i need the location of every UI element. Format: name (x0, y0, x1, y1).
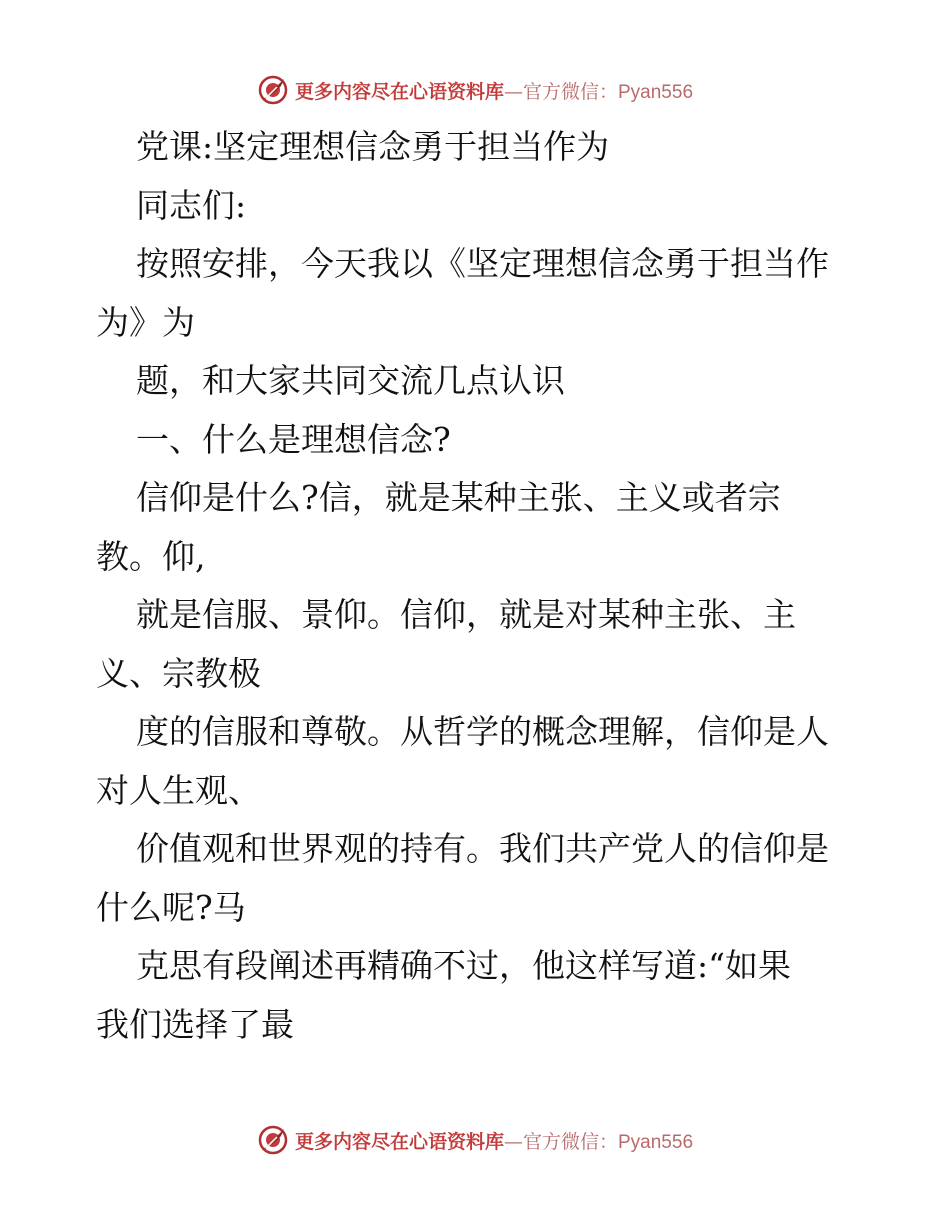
banner-wechat-id: Pyan556 (618, 1131, 694, 1153)
document-line: 克思有段阐述再精确不过，他这样写道:“如果 (136, 946, 791, 985)
document-line: 什么呢?马 (96, 887, 246, 927)
library-logo-icon (257, 1124, 289, 1156)
banner-main-text: 更多内容尽在心语资料库 (294, 1130, 504, 1153)
banner-main-text: 更多内容尽在心语资料库 (294, 80, 504, 103)
library-logo-icon (257, 74, 289, 106)
document-line: 题，和大家共同交流几点认识 (136, 361, 565, 400)
document-line: 为》为 (96, 302, 195, 342)
header-banner (0, 70, 950, 110)
header-banner-content (257, 74, 693, 106)
document-line: 一、什么是理想信念? (136, 419, 451, 459)
document-line: 对人生观、 (96, 770, 261, 810)
banner-text (295, 1127, 693, 1154)
document-line: 党课:坚定理想信念勇于担当作为 (136, 127, 610, 166)
banner-official-label: 官方微信： (522, 1130, 618, 1153)
document-line: 同志们: (136, 185, 247, 225)
document-line: 就是信服、景仰。信仰，就是对某种主张、主 (136, 595, 796, 634)
banner-wechat-id: Pyan556 (618, 81, 694, 103)
document-line: 我们选择了最 (96, 1004, 294, 1044)
banner-dash: — (503, 1130, 523, 1153)
document-line: 度的信服和尊敬。从哲学的概念理解，信仰是人 (136, 712, 829, 751)
footer-banner (0, 1120, 950, 1160)
footer-banner-content (257, 1124, 693, 1156)
document-line: 价值观和世界观的持有。我们共产党人的信仰是 (136, 829, 829, 868)
banner-dash: — (503, 80, 523, 103)
document-line: 义、宗教极 (96, 653, 261, 693)
banner-official-label: 官方微信： (522, 80, 618, 103)
document-body (96, 118, 866, 1054)
banner-text (295, 77, 693, 104)
document-line: 按照安排，今天我以《坚定理想信念勇于担当作 (136, 244, 829, 283)
document-line: 教。仰, (96, 536, 206, 576)
document-line: 信仰是什么?信，就是某种主张、主义或者宗 (136, 478, 781, 517)
